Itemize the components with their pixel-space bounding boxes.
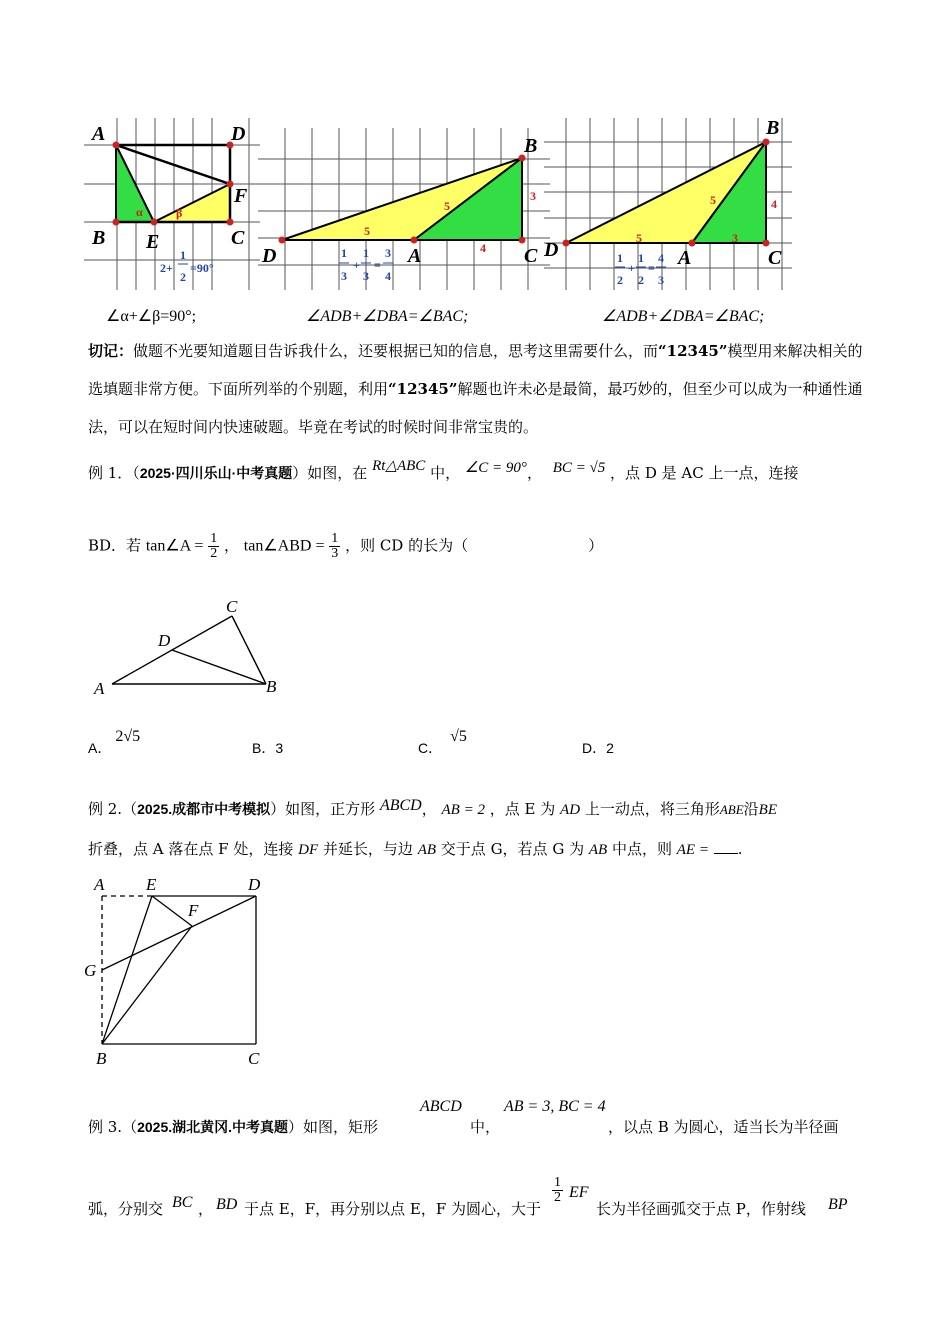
fig2-label-A: A [408, 245, 422, 267]
ex3-prefix: 例 3.（ [88, 1118, 138, 1136]
ex1-text-3: ， [526, 464, 542, 482]
fig3-num-5b: 5 [710, 193, 716, 207]
ex1-fig-label-C: C [226, 597, 238, 616]
ex3-abcd: ABCD [420, 1098, 462, 1115]
fig2-num-5b: 5 [444, 199, 450, 213]
ex1-tan-abd-fraction [329, 532, 340, 561]
fig1-label-A: A [92, 123, 106, 145]
fig1-formula-a: 2+ [160, 261, 173, 275]
ex1-tan-abd-num: 1 [331, 531, 339, 546]
ex3-bd: BD [216, 1196, 238, 1213]
ex1-option-a-label: A． [88, 740, 112, 756]
ex1-bc-value: BC = √5 [552, 460, 606, 476]
ex3-line2 [88, 1176, 868, 1226]
caption-2: ∠ADB+∠DBA=∠BAC; [306, 308, 469, 325]
ex2-fig-label-B: B [96, 1049, 107, 1068]
fig3-frac2-num: 1 [638, 251, 644, 265]
note-paragraph [88, 332, 868, 446]
ex1-angle-c: ∠C = 90° [464, 460, 527, 476]
fig1-label-E: E [146, 231, 160, 253]
ex1-prefix: 例 1．（ [88, 464, 140, 482]
ex1-option-d[interactable]: D．2 [582, 740, 614, 756]
fig2-label-B: B [524, 135, 538, 157]
ex2-ad: AD [560, 802, 581, 818]
fig2-frac2-den: 3 [363, 269, 369, 283]
fig3-frac1-den: 2 [617, 273, 623, 287]
ex3-source: 2025.湖北黄冈.中考真题 [137, 1119, 289, 1135]
ex2-be: BE [758, 802, 777, 818]
fig2-plus: + [353, 258, 360, 272]
fig1-alpha: α [136, 205, 143, 219]
figure-triangle-12 [544, 118, 792, 290]
ex2-period: . [737, 840, 743, 858]
fig2-frac3-num: 3 [385, 246, 391, 260]
ex3-text-3: ，以点 B 为圆心，适当长为半径画 [608, 1118, 839, 1136]
ex2-ab-2: AB [417, 842, 437, 858]
fig3-label-B: B [766, 118, 780, 139]
ex1-fig-label-B: B [266, 677, 277, 696]
ex2-fig-label-E: E [146, 875, 157, 894]
figure-rectangle-alpha-beta [84, 118, 260, 290]
ex2-line2 [88, 838, 743, 859]
ex2-abe: ABE [719, 802, 744, 817]
ex3-lead [88, 1116, 378, 1137]
ex1-option-b[interactable]: B．3 [252, 740, 284, 756]
ex2-text-9: 中点，则 [611, 840, 672, 858]
fig1-beta: β [176, 206, 183, 220]
caption-3: ∠ADB+∠DBA=∠BAC; [602, 308, 765, 325]
fig3-label-D: D [544, 239, 559, 261]
fig3-eq: = [648, 261, 655, 275]
fig3-plus: + [628, 261, 635, 275]
ex1-source: 2025·四川乐山·中考真题 [139, 465, 293, 481]
note-text-3: 解题也许未必是最简，最巧妙的，但至少可以成为一种通性通法，可以在短时间内快速破题。毕竟在考试的时候时间非常宝贵的。 [88, 380, 863, 436]
ex2-text-1: ）如图，正方形 [270, 800, 376, 818]
fig3-frac3-num: 4 [658, 251, 664, 265]
fig3-frac3-den: 3 [658, 273, 664, 287]
fig2-num-5a: 5 [364, 224, 370, 238]
fig1-label-D: D [231, 123, 246, 145]
ex1-figure [92, 596, 292, 700]
note-model-name-1: “12345” [658, 342, 728, 360]
ex1-text-4: ，点 D 是 AC 上一点，连接 [610, 464, 799, 482]
ex2-text-4: 上一动点，将三角形 [584, 800, 720, 818]
ex2-figure [84, 872, 274, 1068]
note-label: 切记： [88, 342, 134, 360]
ex1-tan-a-fraction [208, 532, 219, 561]
ex3-line1 [88, 1098, 868, 1138]
ex2-fig-label-D: D [248, 875, 261, 894]
ex2-answer-blank[interactable] [714, 853, 738, 854]
fig1-formula-b: =90° [190, 261, 214, 275]
ex1-option-c[interactable] [418, 728, 467, 758]
ex1-option-c-label: C． [418, 740, 443, 756]
ex3-text-2: 中， [470, 1118, 501, 1136]
fig3-frac2-den: 2 [638, 273, 644, 287]
ex1-text-6: ， [224, 536, 240, 555]
ex1-text-2: 中， [430, 464, 461, 482]
ex2-abcd: ABCD [379, 797, 422, 814]
ex1-option-a-value: 2√5 [115, 728, 141, 745]
fig3-num-3: 3 [732, 231, 738, 245]
ex1-fig-label-D: D [158, 631, 171, 650]
ex1-text-8: ） [588, 536, 604, 555]
ex1-text-1: ）如图，在 [292, 464, 368, 482]
note-text-1: 做题不光要知道题目告诉我什么，还要根据已知的信息，思考这里需要什么，而 [133, 342, 659, 360]
fig2-num-3: 3 [530, 189, 536, 203]
fig3-label-C: C [768, 247, 782, 269]
ex2-ab-3: AB [588, 842, 608, 858]
ex2-ab-value: AB = 2 [441, 802, 485, 818]
fig3-frac1-num: 1 [617, 251, 623, 265]
ex3-text-5: ， [198, 1200, 214, 1218]
ex1-tan-abd-den: 3 [331, 546, 339, 561]
ex3-half-den: 2 [554, 1190, 561, 1205]
fig2-frac1-den: 3 [341, 269, 347, 283]
fig3-label-A: A [678, 247, 692, 269]
ex2-text-8: 交于点 G，若点 G 为 [440, 840, 585, 858]
ex2-text-2: ， [421, 800, 437, 818]
ex2-text-3: ，点 E 为 [489, 800, 556, 818]
ex1-tan-abd: tan∠ABD = [243, 537, 325, 555]
ex2-text-5: 沿 [743, 800, 759, 818]
ex1-tan-a-num: 1 [210, 531, 218, 546]
ex3-half-fraction [552, 1176, 563, 1205]
caption-1: ∠α+∠β=90°; [106, 308, 197, 325]
ex1-text-7: ，则 CD 的长为（ [345, 536, 469, 555]
ex3-text-6: 于点 E，F，再分别以点 E，F 为圆心，大于 [244, 1200, 542, 1218]
fig2-frac2-num: 1 [363, 246, 369, 260]
ex1-option-c-value: √5 [450, 728, 467, 745]
ex3-half-num: 1 [554, 1175, 561, 1190]
fig2-frac1-num: 1 [341, 246, 347, 260]
fig1-formula-num: 1 [180, 248, 186, 262]
ex1-rt-triangle: Rt△ABC [372, 458, 426, 474]
ex2-df: DF [298, 842, 319, 858]
note-model-name-2: “12345” [388, 380, 458, 398]
ex3-bc: BC [172, 1194, 193, 1211]
ex3-bp: BP [828, 1196, 848, 1213]
ex1-fig-label-A: A [94, 679, 105, 698]
fig2-label-C: C [524, 245, 538, 267]
ex2-fig-label-F: F [188, 901, 199, 920]
ex3-text-7: 长为半径画弧交于点 P，作射线 [596, 1200, 806, 1218]
ex2-fig-label-G: G [84, 961, 97, 980]
ex3-text-1: ）如图，矩形 [288, 1118, 379, 1136]
fig2-eq: = [374, 258, 381, 272]
ex2-text-6: 折叠，点 A 落在点 F 处，连接 [88, 840, 294, 858]
fig2-num-4: 4 [480, 241, 486, 255]
ex1-tan-a-den: 2 [210, 546, 218, 561]
fig3-num-5a: 5 [636, 231, 642, 245]
fig1-formula-den: 2 [180, 270, 186, 284]
ex2-text-7: 并延长，与边 [322, 840, 413, 858]
fig1-label-C: C [231, 227, 245, 249]
fig2-frac3-den: 4 [385, 269, 391, 283]
ex2-fig-label-C: C [248, 1049, 260, 1068]
ex1-option-a[interactable] [88, 728, 141, 758]
ex3-ab-bc: AB = 3, BC = 4 [504, 1098, 606, 1115]
ex3-ef: EF [569, 1184, 589, 1201]
ex2-source: 2025.成都市中考模拟 [137, 801, 271, 817]
ex2-fig-label-A: A [94, 875, 105, 894]
note-text-2: 模型用来解决相关的选填题非常方便。下面所列举的个别题，利用 [88, 342, 863, 398]
ex2-line1 [88, 798, 777, 819]
fig2-label-D: D [262, 245, 277, 267]
fig3-num-4: 4 [771, 197, 777, 211]
ex2-prefix: 例 2.（ [88, 800, 138, 818]
ex1-tan-a: tan∠A = [145, 537, 204, 555]
ex2-ae: AE = [676, 842, 709, 858]
fig1-label-B: B [92, 227, 106, 249]
ex1-line1 [88, 458, 799, 483]
ex3-text-4: 弧，分别交 [88, 1200, 164, 1218]
fig1-label-F: F [234, 185, 248, 207]
figure-triangle-13 [258, 128, 550, 290]
ex1-line2 [88, 532, 603, 561]
ex1-text-5: BD．若 [88, 536, 142, 555]
